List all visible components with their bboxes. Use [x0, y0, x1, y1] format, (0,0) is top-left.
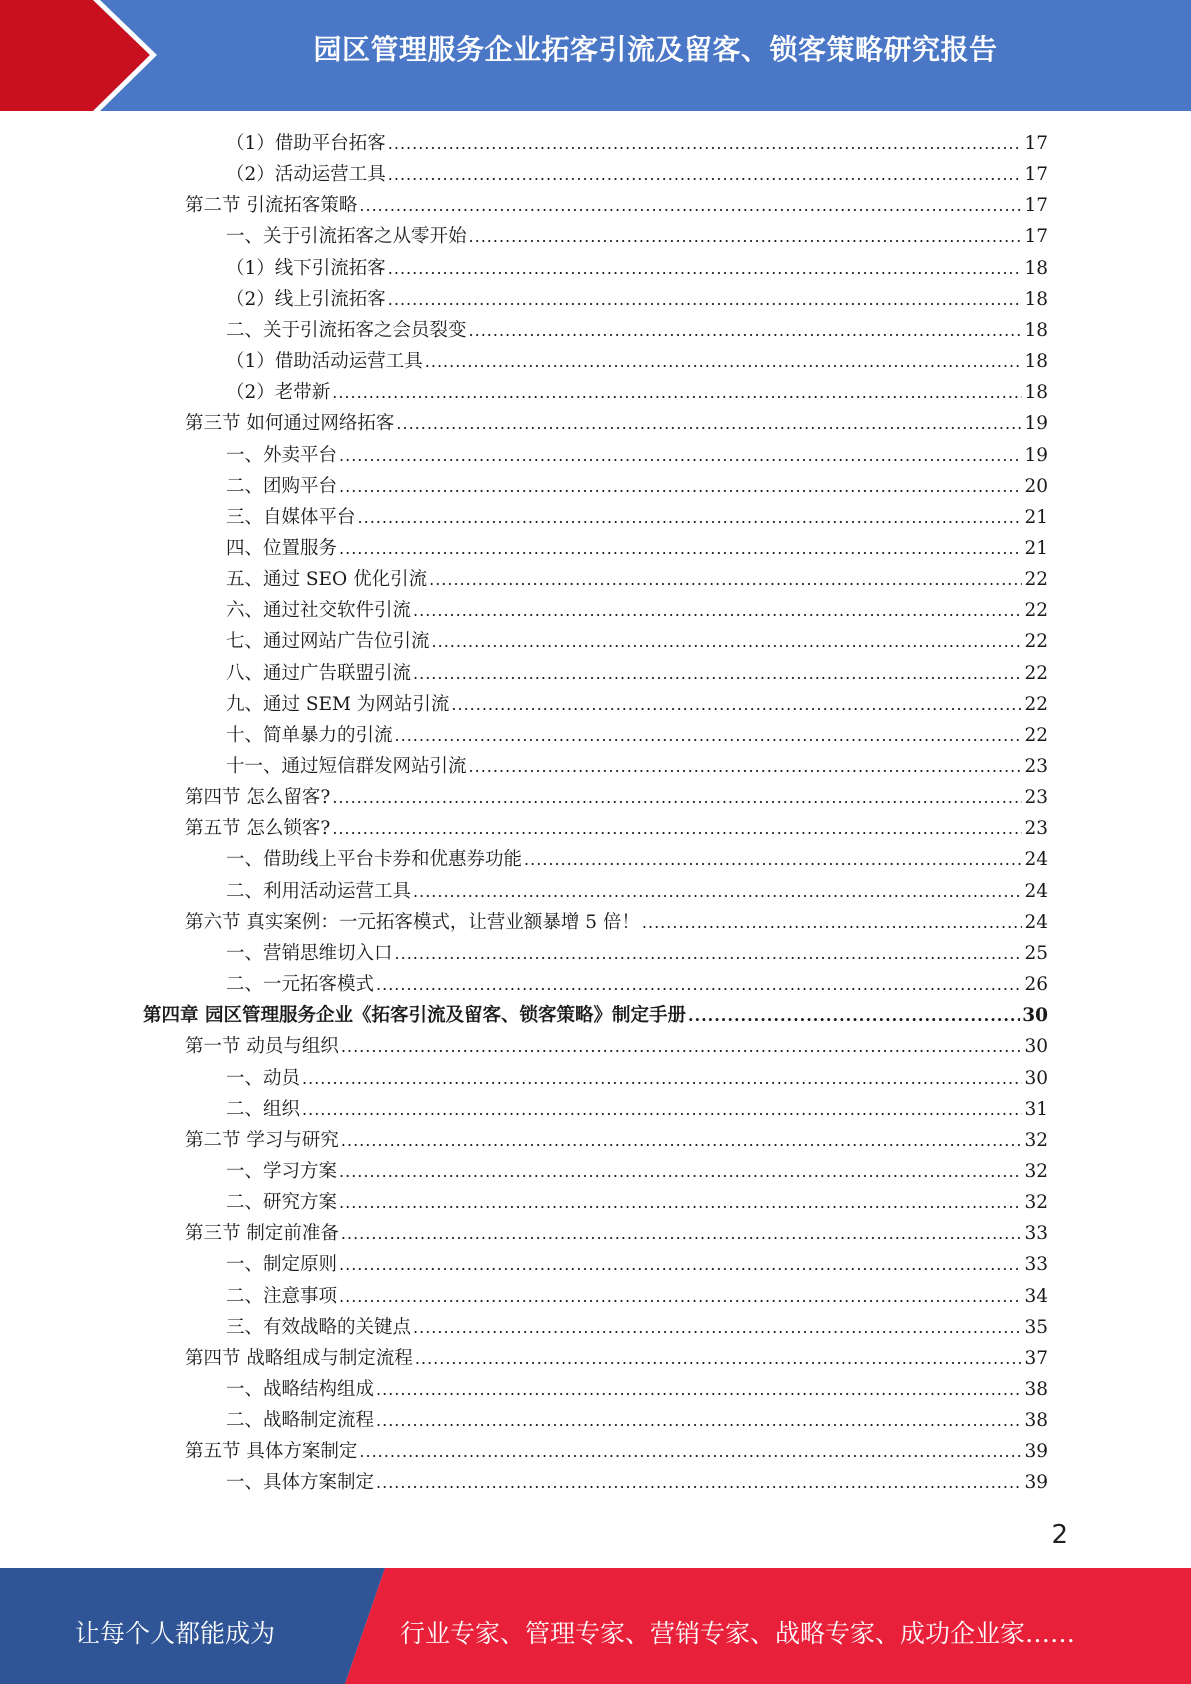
toc-entry-title: 五、通过 SEO 优化引流	[226, 569, 428, 590]
toc-subsection-entry[interactable]	[226, 1281, 1048, 1312]
toc-entry-title: 第二节 引流拓客策略	[185, 195, 358, 216]
toc-dot-leader	[376, 969, 1022, 1000]
toc-entry-page: 20	[1024, 476, 1048, 497]
toc-entry-title: 十、简单暴力的引流	[226, 725, 393, 746]
toc-subsection-entry[interactable]	[226, 751, 1048, 782]
header-arrow-decoration	[0, 0, 160, 111]
toc-subsection-entry[interactable]	[226, 533, 1048, 564]
toc-entry-title: 一、战略结构组成	[226, 1379, 375, 1400]
toc-entry-page: 18	[1024, 351, 1048, 372]
toc-subsection-entry[interactable]	[226, 1405, 1048, 1436]
toc-entry-title: 二、注意事项	[226, 1286, 338, 1307]
toc-dot-leader	[302, 1094, 1022, 1125]
toc-entry-title: 三、有效战略的关键点	[226, 1317, 412, 1338]
toc-subsection-entry[interactable]	[226, 1187, 1048, 1218]
toc-entry-page: 22	[1024, 631, 1048, 652]
toc-entry-page: 30	[1022, 1005, 1048, 1026]
toc-entry-page: 23	[1024, 787, 1048, 808]
toc-entry-title: 二、一元拓客模式	[226, 974, 375, 995]
toc-dot-leader	[376, 1405, 1022, 1436]
toc-dot-leader	[413, 658, 1022, 689]
toc-dot-leader	[302, 1063, 1022, 1094]
toc-entry-title: 二、关于引流拓客之会员裂变	[226, 320, 467, 341]
toc-dot-leader	[339, 1281, 1022, 1312]
toc-entry-title: 第四节 怎么留客?	[185, 787, 331, 808]
toc-subsection-entry[interactable]	[226, 1094, 1048, 1125]
toc-entry-page: 38	[1024, 1379, 1048, 1400]
toc-entry-page: 32	[1024, 1161, 1048, 1182]
toc-dot-leader	[396, 408, 1022, 439]
toc-entry-page: 32	[1024, 1192, 1048, 1213]
toc-entry-title: 二、团购平台	[226, 476, 338, 497]
toc-entry-page: 39	[1024, 1441, 1048, 1462]
toc-subsection-entry[interactable]	[226, 315, 1048, 346]
toc-entry-title: 一、营销思维切入口	[226, 943, 393, 964]
toc-subsection-entry[interactable]	[226, 720, 1048, 751]
toc-entry-page: 33	[1024, 1254, 1048, 1275]
toc-dot-leader	[341, 1031, 1023, 1062]
toc-dot-leader	[395, 720, 1023, 751]
toc-dot-leader	[341, 1125, 1023, 1156]
toc-entry-page: 31	[1024, 1099, 1048, 1120]
page-footer	[0, 1568, 1191, 1684]
toc-dot-leader	[432, 626, 1023, 657]
toc-entry-page: 22	[1024, 725, 1048, 746]
toc-entry-title: 第四章 园区管理服务企业《拓客引流及留客、锁客策略》制定手册	[143, 1005, 686, 1026]
toc-entry-page: 17	[1024, 195, 1048, 216]
toc-subsection-entry[interactable]	[226, 1374, 1048, 1405]
toc-entry-page: 24	[1024, 881, 1048, 902]
toc-entry-title: 六、通过社交软件引流	[226, 600, 412, 621]
toc-entry-page: 22	[1024, 663, 1048, 684]
toc-entry-title: （2）线上引流拓客	[226, 289, 386, 310]
toc-entry-title: 一、学习方案	[226, 1161, 338, 1182]
toc-subsection-entry[interactable]	[226, 1156, 1048, 1187]
toc-entry-page: 18	[1024, 320, 1048, 341]
toc-dot-leader	[469, 221, 1023, 252]
toc-entry-title: 一、制定原则	[226, 1254, 338, 1275]
toc-subsection-entry[interactable]	[226, 440, 1048, 471]
toc-entry-title: 八、通过广告联盟引流	[226, 663, 412, 684]
toc-entry-title: 二、研究方案	[226, 1192, 338, 1213]
toc-section-entry[interactable]	[185, 813, 1048, 844]
toc-subsection-entry[interactable]	[226, 626, 1048, 657]
toc-dot-leader	[339, 533, 1022, 564]
toc-entry-title: 一、外卖平台	[226, 445, 338, 466]
toc-entry-title: 第二节 学习与研究	[185, 1130, 339, 1151]
toc-dot-leader	[359, 1436, 1022, 1467]
toc-entry-title: 第四节 战略组成与制定流程	[185, 1348, 413, 1369]
toc-entry-page: 30	[1024, 1036, 1048, 1057]
toc-entry-page: 35	[1024, 1317, 1048, 1338]
toc-entry-page: 23	[1024, 818, 1048, 839]
toc-entry-page: 25	[1024, 943, 1048, 964]
toc-dot-leader	[413, 1312, 1022, 1343]
toc-entry-title: （1）线下引流拓客	[226, 258, 386, 279]
toc-entry-title: 七、通过网站广告位引流	[226, 631, 430, 652]
toc-subsection-entry[interactable]	[226, 876, 1048, 907]
toc-entry-title: 第六节 真实案例：一元拓客模式，让营业额暴增 5 倍！	[185, 912, 640, 933]
toc-dot-leader	[388, 159, 1023, 190]
toc-entry-page: 22	[1024, 694, 1048, 715]
toc-entry-title: （1）借助活动运营工具	[226, 351, 423, 372]
toc-dot-leader	[395, 938, 1023, 969]
toc-subsection-entry[interactable]	[226, 1312, 1048, 1343]
toc-entry-title: 二、战略制定流程	[226, 1410, 375, 1431]
toc-entry-title: 二、利用活动运营工具	[226, 881, 412, 902]
toc-subsection-entry[interactable]	[226, 221, 1048, 252]
toc-dot-leader	[469, 315, 1023, 346]
toc-dot-leader	[376, 1467, 1022, 1498]
toc-chapter-entry[interactable]	[143, 1000, 1048, 1031]
toc-dot-leader	[339, 1249, 1022, 1280]
document-title: 园区管理服务企业拓客引流及留客、锁客策略研究报告	[313, 33, 998, 66]
toc-section-entry[interactable]	[185, 1343, 1048, 1374]
toc-entry-title: 一、具体方案制定	[226, 1472, 375, 1493]
toc-dot-leader	[388, 253, 1023, 284]
toc-dot-leader	[332, 377, 1022, 408]
footer-slogan-right: 行业专家、管理专家、营销专家、战略专家、成功企业家……	[400, 1619, 1076, 1648]
toc-subsection-entry[interactable]	[226, 844, 1048, 875]
toc-entry-page: 39	[1024, 1472, 1048, 1493]
toc-subsection-entry[interactable]	[226, 595, 1048, 626]
toc-subsection-entry[interactable]	[226, 689, 1048, 720]
toc-entry-page: 22	[1024, 569, 1048, 590]
toc-section-entry[interactable]	[185, 782, 1048, 813]
toc-entry-page: 24	[1024, 849, 1048, 870]
footer-slogan-left: 让每个人都能成为	[74, 1619, 275, 1648]
toc-section-entry[interactable]	[185, 907, 1048, 938]
toc-entry-title: 一、借助线上平台卡券和优惠券功能	[226, 849, 523, 870]
toc-subsection-entry[interactable]	[226, 1249, 1048, 1280]
toc-entry-page: 22	[1024, 600, 1048, 621]
toc-subsection-entry[interactable]	[226, 658, 1048, 689]
toc-entry-title: 第三节 制定前准备	[185, 1223, 339, 1244]
toc-entry-page: 38	[1024, 1410, 1048, 1431]
toc-subsection-entry[interactable]	[226, 938, 1048, 969]
toc-subsection-entry[interactable]	[226, 502, 1048, 533]
toc-entry-title: 第五节 怎么锁客?	[185, 818, 331, 839]
toc-subsection-entry[interactable]	[226, 969, 1048, 1000]
toc-entry-page: 19	[1024, 413, 1048, 434]
toc-entry-title: 一、关于引流拓客之从零开始	[226, 226, 467, 247]
toc-entry-page: 17	[1024, 133, 1048, 154]
toc-dot-leader	[415, 1343, 1023, 1374]
toc-entry-page: 19	[1024, 445, 1048, 466]
toc-dot-leader	[358, 502, 1023, 533]
toc-dot-leader	[469, 751, 1023, 782]
toc-entry-title: 第一节 动员与组织	[185, 1036, 339, 1057]
toc-entry-page: 18	[1024, 258, 1048, 279]
toc-entry-page: 23	[1024, 756, 1048, 777]
toc-entry-title: 第五节 具体方案制定	[185, 1441, 358, 1462]
toc-subsection-entry[interactable]	[226, 128, 1048, 159]
toc-section-entry[interactable]	[185, 1125, 1048, 1156]
toc-entry-page: 17	[1024, 226, 1048, 247]
toc-dot-leader	[341, 1218, 1023, 1249]
toc-entry-title: （2）活动运营工具	[226, 164, 386, 185]
toc-dot-leader	[425, 346, 1023, 377]
toc-dot-leader	[339, 471, 1022, 502]
toc-subsection-entry[interactable]	[226, 284, 1048, 315]
toc-dot-leader	[339, 1156, 1022, 1187]
toc-entry-page: 37	[1024, 1348, 1048, 1369]
toc-section-entry[interactable]	[185, 1436, 1048, 1467]
toc-entry-page: 21	[1024, 538, 1048, 559]
toc-entry-page: 26	[1024, 974, 1048, 995]
toc-dot-leader	[332, 813, 1022, 844]
toc-entry-page: 34	[1024, 1286, 1048, 1307]
toc-section-entry[interactable]	[185, 408, 1048, 439]
toc-entry-title: （2）老带新	[226, 382, 331, 403]
toc-dot-leader	[388, 284, 1023, 315]
toc-subsection-entry[interactable]	[226, 159, 1048, 190]
toc-entry-page: 17	[1024, 164, 1048, 185]
toc-entry-title: 九、通过 SEM 为网站引流	[226, 694, 450, 715]
toc-dot-leader	[429, 564, 1022, 595]
toc-entry-page: 18	[1024, 382, 1048, 403]
toc-dot-leader	[339, 440, 1022, 471]
toc-entry-title: 四、位置服务	[226, 538, 338, 559]
toc-subsection-entry[interactable]	[226, 346, 1048, 377]
toc-entry-page: 18	[1024, 289, 1048, 310]
toc-dot-leader	[413, 876, 1022, 907]
toc-dot-leader	[524, 844, 1022, 875]
toc-dot-leader	[332, 782, 1022, 813]
toc-entry-title: （1）借助平台拓客	[226, 133, 386, 154]
toc-subsection-entry[interactable]	[226, 471, 1048, 502]
toc-dot-leader	[451, 689, 1022, 720]
toc-entry-page: 33	[1024, 1223, 1048, 1244]
toc-dot-leader	[642, 907, 1023, 938]
toc-dot-leader	[376, 1374, 1022, 1405]
toc-dot-leader	[359, 190, 1022, 221]
toc-dot-leader	[688, 1000, 1020, 1031]
toc-dot-leader	[339, 1187, 1022, 1218]
toc-section-entry[interactable]	[185, 1031, 1048, 1062]
toc-subsection-entry[interactable]	[226, 253, 1048, 284]
toc-entry-title: 第三节 如何通过网络拓客	[185, 413, 395, 434]
page-number: 2	[1051, 1520, 1068, 1550]
toc-section-entry[interactable]	[185, 190, 1048, 221]
toc-subsection-entry[interactable]	[226, 1467, 1048, 1498]
toc-subsection-entry[interactable]	[226, 564, 1048, 595]
page-header	[0, 0, 1191, 111]
toc-entry-page: 32	[1024, 1130, 1048, 1151]
toc-entry-title: 三、自媒体平台	[226, 507, 356, 528]
toc-entry-page: 30	[1024, 1068, 1048, 1089]
toc-entry-title: 一、动员	[226, 1068, 301, 1089]
toc-subsection-entry[interactable]	[226, 1063, 1048, 1094]
toc-dot-leader	[388, 128, 1023, 159]
toc-section-entry[interactable]	[185, 1218, 1048, 1249]
toc-entry-title: 二、组织	[226, 1099, 301, 1120]
toc-entry-page: 24	[1024, 912, 1048, 933]
toc-entry-title: 十一、通过短信群发网站引流	[226, 756, 467, 777]
toc-dot-leader	[413, 595, 1022, 626]
toc-entry-page: 21	[1024, 507, 1048, 528]
toc-subsection-entry[interactable]	[226, 377, 1048, 408]
